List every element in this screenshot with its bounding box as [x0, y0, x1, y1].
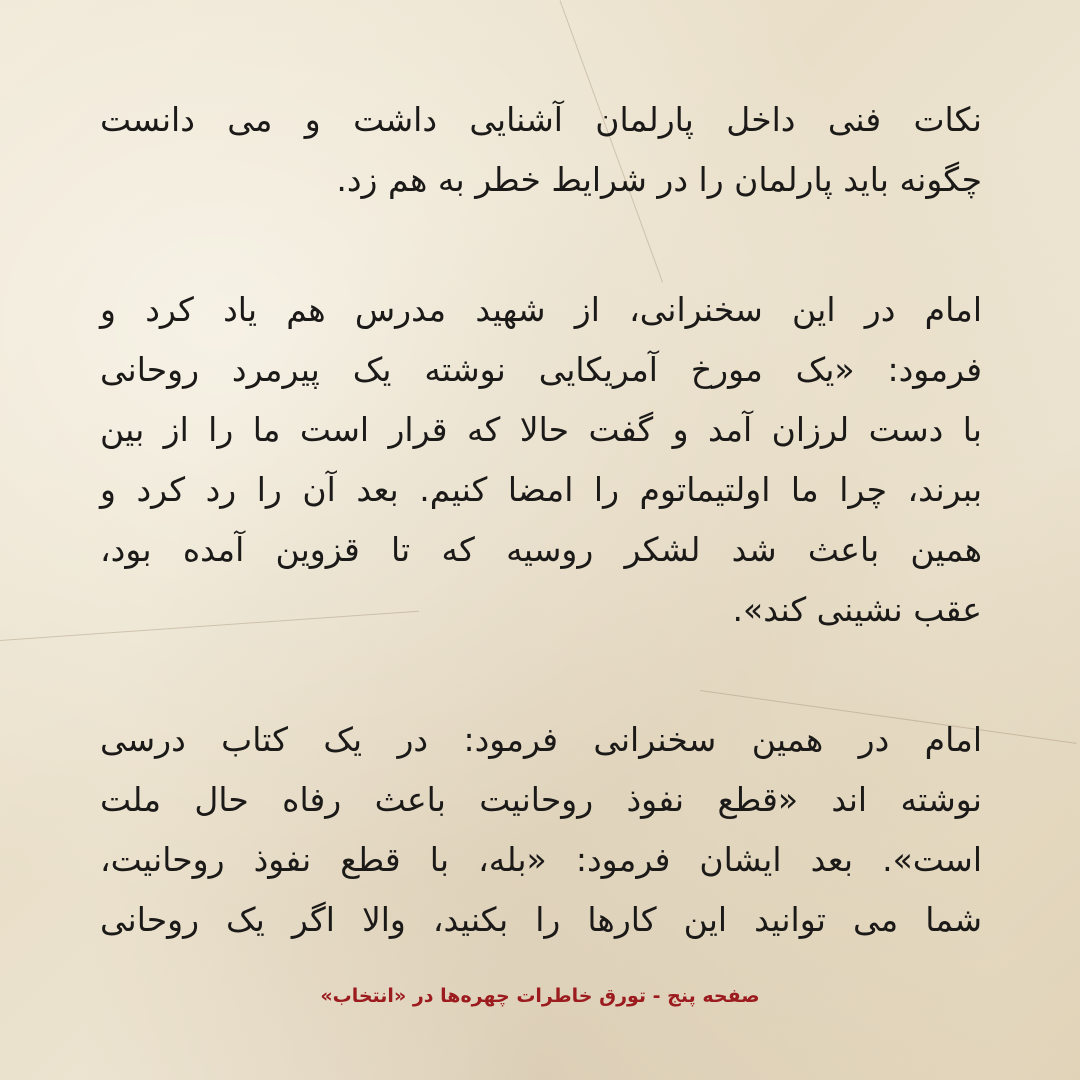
text-line: عقب نشینی کند». [732, 590, 982, 629]
paragraph-2 [100, 280, 982, 640]
text-line: فرمود: «یک مورخ آمریکایی نوشته یک پیرمرد روحانی [100, 350, 982, 389]
text-line: ببرند، چرا ما اولتیماتوم را امضا کنیم. بعد آن را رد کرد و [100, 470, 982, 509]
paragraph-3 [100, 710, 982, 950]
text-line: نوشته اند «قطع نفوذ روحانیت باعث رفاه حال ملت [100, 780, 982, 819]
article-body [100, 90, 982, 950]
text-line: امام در همین سخنرانی فرمود: در یک کتاب درسی [100, 720, 982, 759]
text-line: با دست لرزان آمد و گفت حالا که قرار است ما را از بین [100, 410, 982, 449]
text-line: شما می توانید این کارها را بکنید، والا اگر یک روحانی [100, 900, 982, 939]
text-line: همین باعث شد لشکر روسیه که تا قزوین آمده بود، [100, 530, 982, 569]
text-line: امام در این سخنرانی، از شهید مدرس هم یاد کرد و [100, 290, 982, 329]
page-footer: صفحه پنج - تورق خاطرات چهره‌ها در «انتخاب» [320, 985, 760, 1007]
text-line: است». بعد ایشان فرمود: «بله، با قطع نفوذ روحانیت، [100, 840, 982, 879]
paragraph-1 [100, 90, 982, 210]
text-line: نکات فنی داخل پارلمان آشنایی داشت و می دانست [100, 100, 982, 139]
text-line: چگونه باید پارلمان را در شرایط خطر به هم زد. [336, 160, 982, 199]
